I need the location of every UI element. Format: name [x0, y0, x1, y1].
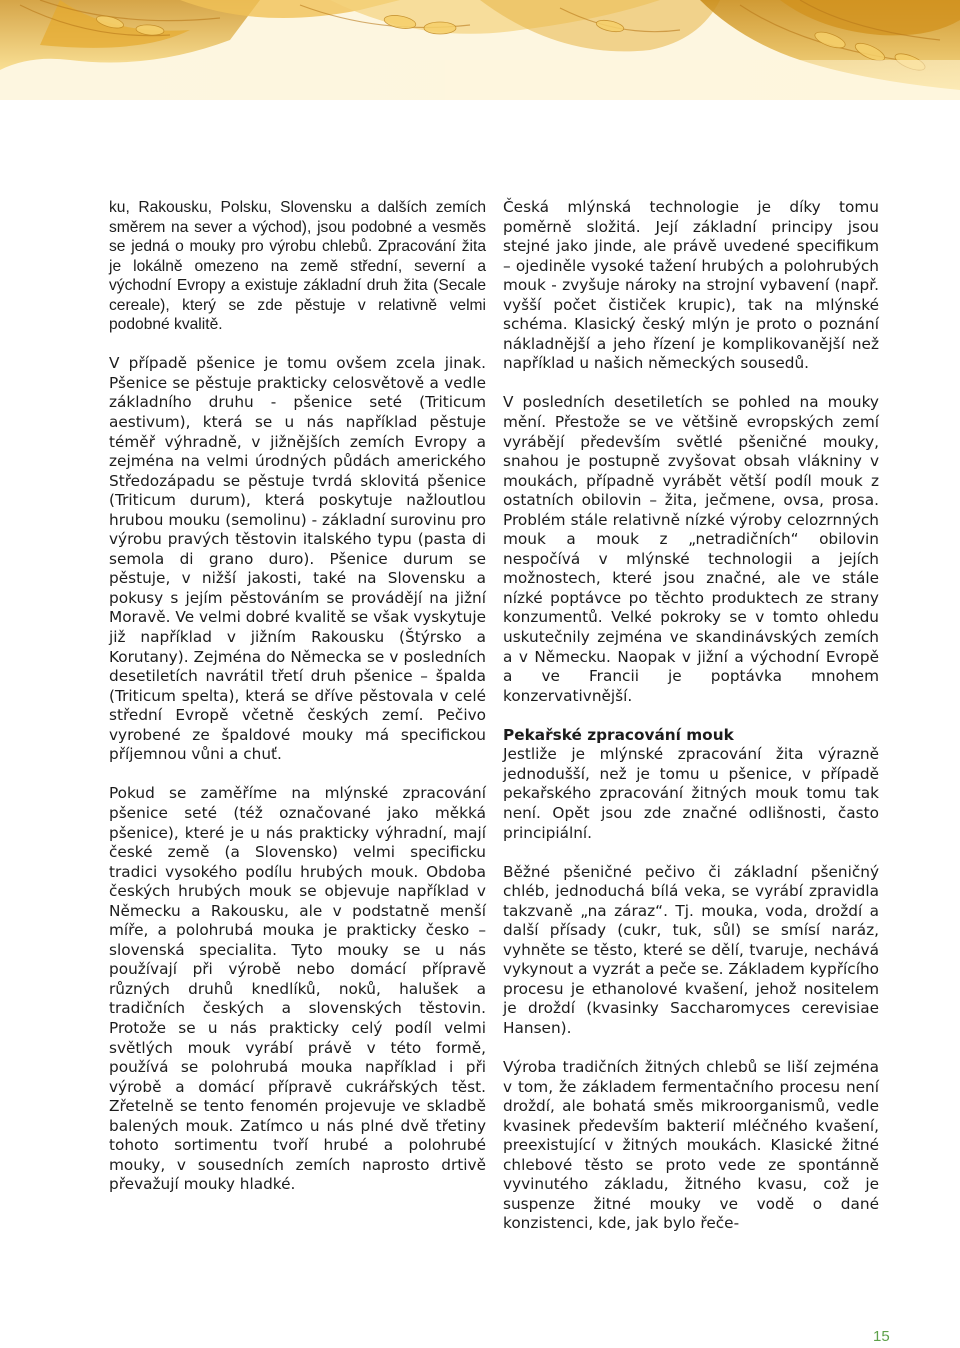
paragraph: Česká mlýnská technologie je díky tomu poměrně složitá. Její základní principy jsou stejné jako jinde, ale právě uvedené specifikum – ojediněle vysoké tažení hrubých a polohrubých mouk - zvyšuje nároky na strojní vybavení (např. vyšší počet čističek krupic), tak na mlýnské schéma. Klasický český mlýn je proto o poznání nákladnější a jeho řízení je komplikovanější než například u našich německých sousedů. — [503, 198, 879, 373]
header-wheat-banner — [0, 0, 960, 100]
left-text-column — [109, 198, 486, 1214]
paragraph: V posledních desetiletích se pohled na mouky mění. Přestože se ve většině evropských zemí vyrábějí především světlé pšeničné mouky, snahou je postupně zvyšovat obsah vlákniny v moukách, případně vyrábět větší podíl mouk z ostatních obilovin – žita, ječmene, ovsa, prosa. Problém stále relativně nízké výroby celozrnných mouk a mouk z „netradičních“ obilovin nespočívá v mlýnské technologii a jejích možnostech, které jsou značné, ale ve stále nízké poptávce po těchto produktech ze strany konzumentů. Velké pokroky se v tomto ohledu uskutečnily zejména ve skandinávských zemích a v Německu. Naopak v jižní a východní Evropě a ve Francii je poptávka mnohem konzervativnější. — [503, 393, 879, 705]
paragraph: Běžné pšeničné pečivo či základní pšeničný chléb, jednoduchá bílá veka, se vyrábí zpravidla takzvaně „na záraz“. Tj. mouka, voda, droždí a další přísady (cukr, tuk, sůl) se smísí naráz, vyhněte se těsto, které se dělí, tvaruje, nechává vykynout a vyzrát a peče se. Základem kypřícího procesu je ethanolové kvašení, jehož nositelem je droždí (kvasinky Saccharomyces cerevisiae Hansen). — [503, 862, 879, 1037]
paragraph: V případě pšenice je tomu ovšem zcela jinak. Pšenice se pěstuje prakticky celosvětově a vedle základního druhu - pšenice seté (Triticum aestivum), která se u nás například pěstuje téměř výhradně, v jižnějších zemích Evropy a zejména na velmi úrodných půdách amerického Středozápadu se pěstuje tvrdá sklovitá pšenice (Triticum durum), která poskytuje nažloutlou hrubou mouku (semolinu) - základní surovinu pro výrobu pravých těstovin italského typu (pasta di semola di grano duro). Pšenice durum se pěstuje, v nižší jakosti, také na Slovensku a pokusy s jejím pěstováním se provádějí na jižní Moravě. Ve velmi dobré kvalitě se však vyskytuje již například v jižním Rakousku (Štýrsko a Korutany). Zejména do Německa se v posledních desetiletích navrátil třetí druh pšenice – špalda (Triticum spelta), která se dříve pěstovala v celé střední Evropě včetně českých zemí. Pečivo vyrobené ze špaldové mouky má specifickou příjemnou vůni a chuť. — [109, 354, 486, 764]
paragraph: ku, Rakousku, Polsku, Slovensku a dalších zemích směrem na sever a východ), jsou podobné a vesměs se jedná o mouky pro výrobu chlebů. Zpracování žita je lokálně omezeno na země střední, severní a východní Evropy a existuje základní druh žita (Secale cereale), který se zde pěstuje v relativně velmi podobné kvalitě. — [109, 199, 486, 334]
right-text-column — [503, 198, 879, 1254]
paragraph: Výroba tradičních žitných chlebů se liší zejména v tom, že základem fermentačního procesu není droždí, ale bohatá směs mikroorganismů, vedle kvasinek především bakterií mléčného kvašení, preexistující v žitných moukách. Klasické žitné chlebové těsto se proto vede ze spontánně vyvinutého základu, žitného kvasu, což je suspenze žitné mouky ve vodě o dané konzistenci, kde, jak bylo řeče- — [503, 1058, 879, 1233]
paragraph: Pokud se zaměříme na mlýnské zpracování pšenice seté (též označované jako měkká pšenice), které je u nás prakticky výhradní, mají české země (a Slovensko) velmi specificku tradici vysokého podílu hrubých mouk. Obdoba českých hrubých mouk se objevuje například v Německu a Rakousku, ale v podstatně menší míře, a polohrubá mouka je prakticky česko – slovenská specialita. Tyto mouky se u nás používají při výrobě nebo domácí přípravě různých druhů knedlíků, noků, halušek a tradičních českých a slovenských těstovin. Protože se u nás prakticky celý podíl velmi světlých mouk vyrábí právě v této formě, používá se polohrubá mouka například i při výrobě a domácí přípravě cukrářských těst. Zřetelně se tento fenomén projevuje ve skladbě balených mouk. Zatímco u nás plné dvě třetiny tohoto sortimentu tvoří hrubé a polohrubé mouky, v sousedních zemích naprosto drtivě převažují mouky hladké. — [109, 784, 486, 1194]
paragraph: Jestliže je mlýnské zpracování žita výrazně jednodušší, než je tomu u pšenice, v případě pekařského zpracování žitných mouk tomu tak není. Opět jsou zde značné odlišnosti, často principiální. — [503, 745, 879, 842]
section-heading: Pekařské zpracování mouk — [503, 725, 734, 744]
wheat-illustration — [0, 0, 960, 100]
page-number: 15 — [873, 1328, 890, 1345]
